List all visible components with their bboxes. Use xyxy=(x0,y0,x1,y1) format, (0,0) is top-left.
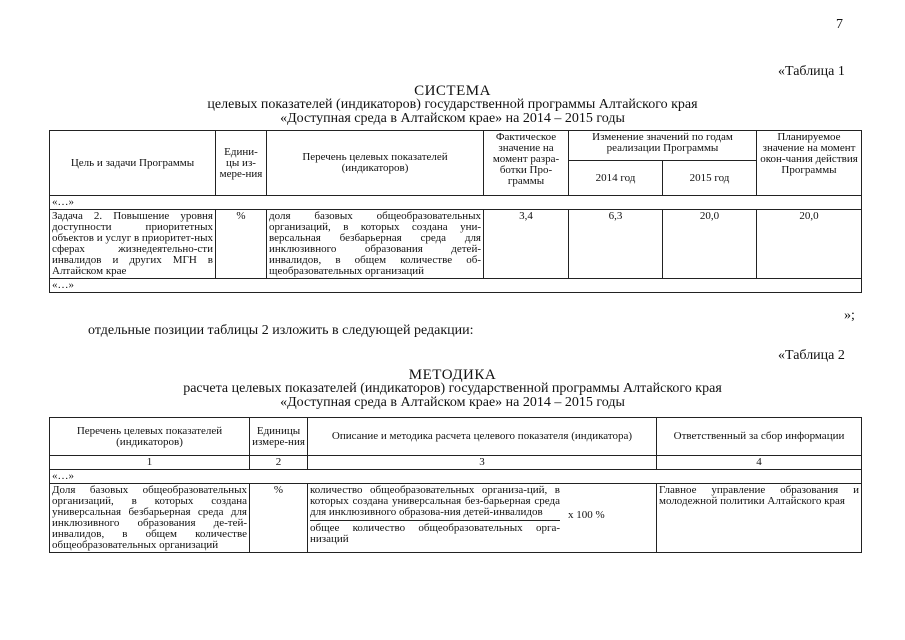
t1-planned: 20,0 xyxy=(757,210,862,279)
t2-numerator: количество общеобразовательных организа-ций, в которых создана универсальная без-барьерная среда для инклюзивного образова-ния детей-инвалидов xyxy=(310,485,560,521)
table1-closing: »; xyxy=(844,308,855,323)
t2-denominator: общее количество общеобразовательных орга-низаций xyxy=(310,522,560,545)
page-number: 7 xyxy=(836,17,843,32)
table1-subtitle-2: «Доступная среда в Алтайском крае» на 2014 – 2015 годы xyxy=(280,111,625,126)
t1-ellipsis-bottom: «…» xyxy=(50,279,862,293)
t2-multiplier: x 100 % xyxy=(568,508,605,521)
t2-indicator-name: Доля базовых общеобразовательных организаций, в которых создана универсальная безбарьерная среда для инклюзивного образования де-тей-инвалидов, в общем количестве общеобразовательных организаций xyxy=(50,484,250,553)
t1-header-units: Едини-цы из-мере-ния xyxy=(216,131,267,196)
table2-reference: «Таблица 2 xyxy=(778,348,845,363)
t2-col-number-1: 1 xyxy=(50,456,250,470)
t2-col-number-3: 3 xyxy=(308,456,657,470)
t2-header-method: Описание и методика расчета целевого показателя (индикатора) xyxy=(308,418,657,456)
t1-header-2015: 2015 год xyxy=(663,161,757,196)
table1-title-block xyxy=(0,84,905,126)
table2-title-block xyxy=(0,368,905,410)
t2-ellipsis: «…» xyxy=(50,470,862,484)
table1-title: СИСТЕМА xyxy=(414,83,491,99)
t2-unit: % xyxy=(250,484,308,553)
table2 xyxy=(49,417,862,553)
t2-responsible: Главное управление образования и молодежной политики Алтайского края xyxy=(657,484,862,553)
t2-header-responsible: Ответственный за сбор информации xyxy=(657,418,862,456)
t1-header-indicators: Перечень целевых показателей (индикаторов) xyxy=(267,131,484,196)
t1-header-planned: Планируемое значение на момент окон-чания действия Программы xyxy=(757,131,862,196)
t2-col-number-4: 4 xyxy=(657,456,862,470)
table2-subtitle-2: «Доступная среда в Алтайском крае» на 2014 – 2015 годы xyxy=(280,395,625,410)
table1 xyxy=(49,130,862,293)
t2-header-list: Перечень целевых показателей (индикаторов) xyxy=(50,418,250,456)
t1-indicator: доля базовых общеобразовательных организаций, в которых создана уни-версальная безбарьерная среда для инклюзивного образования детей-инвалидов, в общем количестве об-щеобразовательных организаций xyxy=(267,210,484,279)
t1-header-2014: 2014 год xyxy=(569,161,663,196)
t1-value-2014: 6,3 xyxy=(569,210,663,279)
t1-actual: 3,4 xyxy=(484,210,569,279)
t2-header-units: Единицы измере-ния xyxy=(250,418,308,456)
table2-subtitle-1: расчета целевых показателей (индикаторов) государственной программы Алтайского края xyxy=(183,381,722,396)
table2-title: МЕТОДИКА xyxy=(408,367,497,383)
t1-header-change: Изменение значений по годам реализации Программы xyxy=(569,131,757,161)
t1-unit: % xyxy=(216,210,267,279)
t1-ellipsis-top: «…» xyxy=(50,196,862,210)
table1-reference: «Таблица 1 xyxy=(778,64,845,79)
t2-col-number-2: 2 xyxy=(250,456,308,470)
t1-header-actual: Фактическое значение на момент разра-ботки Про-граммы xyxy=(484,131,569,196)
t1-value-2015: 20,0 xyxy=(663,210,757,279)
table1-subtitle-1: целевых показателей (индикаторов) государственной программы Алтайского края xyxy=(207,97,698,112)
body-paragraph: отдельные позиции таблицы 2 изложить в следующей редакции: xyxy=(88,323,474,338)
t1-header-goal: Цель и задачи Программы xyxy=(50,131,216,196)
t1-task: Задача 2. Повышение уровня доступности приоритетных объектов и услуг в приоритет-ных сферах жизнедеятельно-сти инвалидов и других МГН в Алтайском крае xyxy=(50,210,216,279)
t2-formula xyxy=(308,484,657,553)
